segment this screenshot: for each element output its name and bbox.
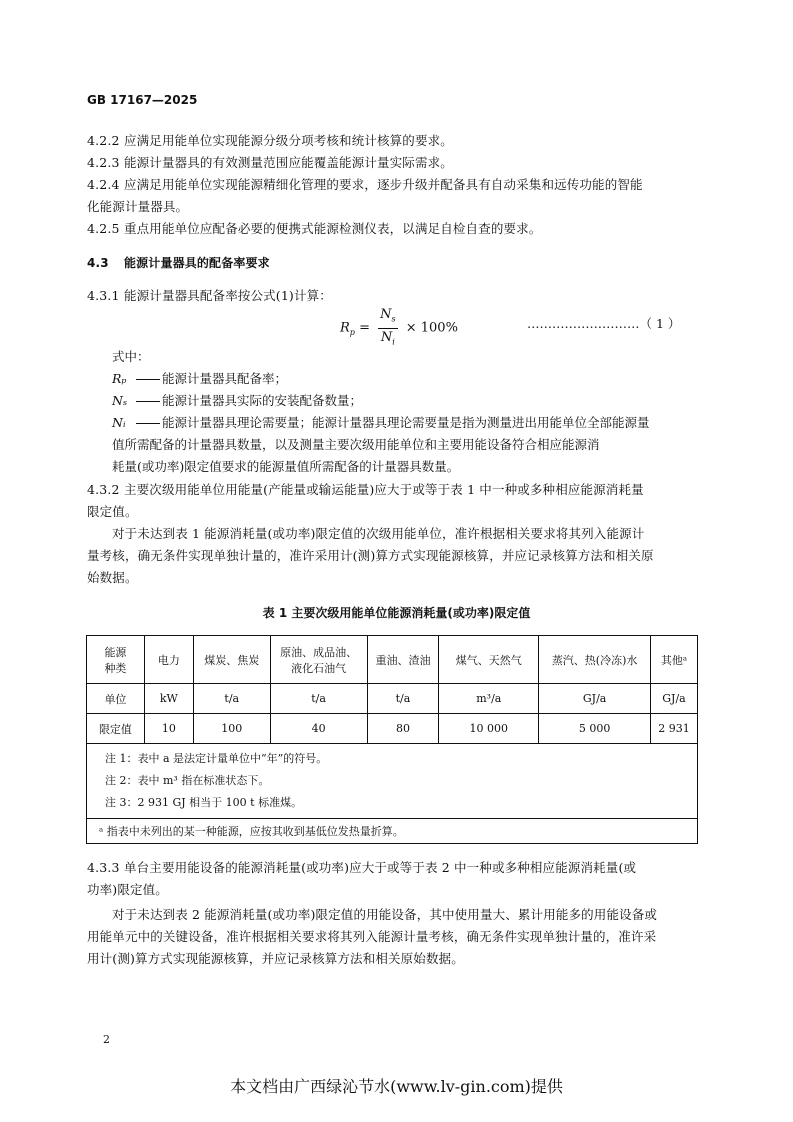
clause-4-3-2-body-2: 量考核，确无条件实现单独计量的，准许采用计(测)算方式实现能源核算，并应记录核算方法和相关原	[87, 548, 654, 563]
clause-4-2-2: 4.2.2 应满足用能单位实现能源分级分项考核和统计核算的要求。	[87, 133, 453, 148]
clause-4-3-3-body-1: 对于未达到表 2 能源消耗量(或功率)限定值的用能设备，其中使用量大、累计用能多的用能设备或	[112, 907, 658, 922]
table-1-caption: 表 1 主要次级用能单位能源消耗量(或功率)限定值	[262, 606, 531, 620]
clause-4-3-3-body-2: 用能单元中的关键设备，准许根据相关要求将其列入能源计量考核，确无条件实现单独计量的，准许采	[87, 929, 657, 944]
definition-ni: Nᵢ 能源计量器具理论需要量；能源计量器具理论需要量是指为测量进出用能单位全部能源量	[112, 415, 650, 430]
formula-1: $R_p$ = $\frac{N_s}{N_i}$ × 100%	[340, 306, 458, 350]
table-cell: m³/a	[439, 684, 539, 714]
table-cell: 2 931	[651, 714, 698, 744]
clause-4-3-2: 4.3.2 主要次级用能单位用能量(产能量或输运能量)应大于或等于表 1 中一种或多种相应能源消耗量	[87, 482, 644, 497]
fraction: $\frac{N_s}{N_i}$	[380, 307, 396, 347]
table-cell: 40	[270, 714, 367, 744]
table-notes-row	[87, 744, 698, 819]
table-1	[86, 635, 698, 844]
clause-4-3-2-body-1: 对于未达到表 1 能源消耗量(或功率)限定值的次级用能单位，准许根据相关要求将其列入能源计	[112, 526, 645, 541]
clause-4-2-3: 4.2.3 能源计量器具的有效测量范围应能覆盖能源计量实际需求。	[87, 155, 453, 170]
clause-4-2-5: 4.2.5 重点用能单位应配备必要的便携式能源检测仪表，以满足自检自查的要求。	[87, 221, 542, 236]
where-label: 式中：	[112, 349, 150, 364]
definition-rp: Rₚ 能源计量器具配备率；	[112, 371, 288, 386]
table-cell: 限定值	[87, 714, 145, 744]
table-cell: 单位	[87, 684, 145, 714]
header-cell: 重油、渣油	[367, 636, 439, 684]
clause-4-3-3-body-3: 用计(测)算方式实现能源核算，并应记录核算方法和相关原始数据。	[87, 951, 464, 966]
table-cell: kW	[144, 684, 193, 714]
header-cell: 能源 种类	[87, 636, 145, 684]
table-note-2: 注 2：表中 m³ 指在标准状态下。	[105, 774, 270, 787]
section-heading-4-3: 4.3 能源计量器具的配备率要求	[87, 256, 270, 270]
provider-footer: 本文档由广西绿沁节水(www.lv-gin.com)提供	[230, 1077, 563, 1096]
clause-4-3-2-body-3: 始数据。	[87, 570, 138, 585]
header-cell: 电力	[144, 636, 193, 684]
clause-4-3-2-cont: 限定值。	[87, 504, 138, 519]
definition-ni-cont-1: 值所需配备的计量器具数量，以及测量主要次级用能单位和主要用能设备符合相应能源消	[112, 437, 600, 452]
clause-4-3-1: 4.3.1 能源计量器具配备率按公式(1)计算：	[87, 288, 332, 303]
table-row-unit	[87, 684, 698, 714]
table-notes	[87, 744, 698, 819]
standard-number-header: GB 17167—2025	[87, 93, 198, 107]
table-cell: GJ/a	[651, 684, 698, 714]
table-cell: 100	[193, 714, 270, 744]
table-row-limit	[87, 714, 698, 744]
table-cell: 10 000	[439, 714, 539, 744]
table-cell: t/a	[193, 684, 270, 714]
clause-4-2-4: 4.2.4 应满足用能单位实现能源精细化管理的要求，逐步升级并配备具有自动采集和远传功能的智能	[87, 177, 643, 192]
definition-ns: Nₛ 能源计量器具实际的安装配备数量；	[112, 393, 363, 408]
formula-number: ………………………（ 1 ）	[527, 316, 681, 331]
table-note-1: 注 1：表中 a 是法定计量单位中“年”的符号。	[105, 752, 328, 765]
table-cell: GJ/a	[539, 684, 651, 714]
table-header-row	[87, 636, 698, 684]
header-cell: 其他ᵃ	[651, 636, 698, 684]
table-footnote: ᵃ 指表中未列出的某一种能源，应按其收到基低位发热量折算。	[87, 819, 698, 844]
header-cell: 蒸汽、热(冷冻)水	[539, 636, 651, 684]
clause-4-3-3: 4.3.3 单台主要用能设备的能源消耗量(或功率)应大于或等于表 2 中一种或多种相应能源消耗量(或	[87, 860, 637, 875]
table-footnote-row	[87, 819, 698, 844]
table-cell: t/a	[367, 684, 439, 714]
header-cell: 原油、成品油、 液化石油气	[270, 636, 367, 684]
page-number: 2	[103, 1033, 110, 1046]
clause-4-2-4-cont: 化能源计量器具。	[87, 199, 189, 214]
table-cell: 80	[367, 714, 439, 744]
table-note-3: 注 3：2 931 GJ 相当于 100 t 标准煤。	[105, 796, 303, 809]
definition-ni-cont-2: 耗量(或功率)限定值要求的能源量值所需配备的计量器具数量。	[112, 459, 460, 474]
table-cell: t/a	[270, 684, 367, 714]
table-cell: 10	[144, 714, 193, 744]
clause-4-3-3-cont: 功率)限定值。	[87, 882, 168, 897]
header-cell: 煤炭、焦炭	[193, 636, 270, 684]
table-cell: 5 000	[539, 714, 651, 744]
header-cell: 煤气、天然气	[439, 636, 539, 684]
